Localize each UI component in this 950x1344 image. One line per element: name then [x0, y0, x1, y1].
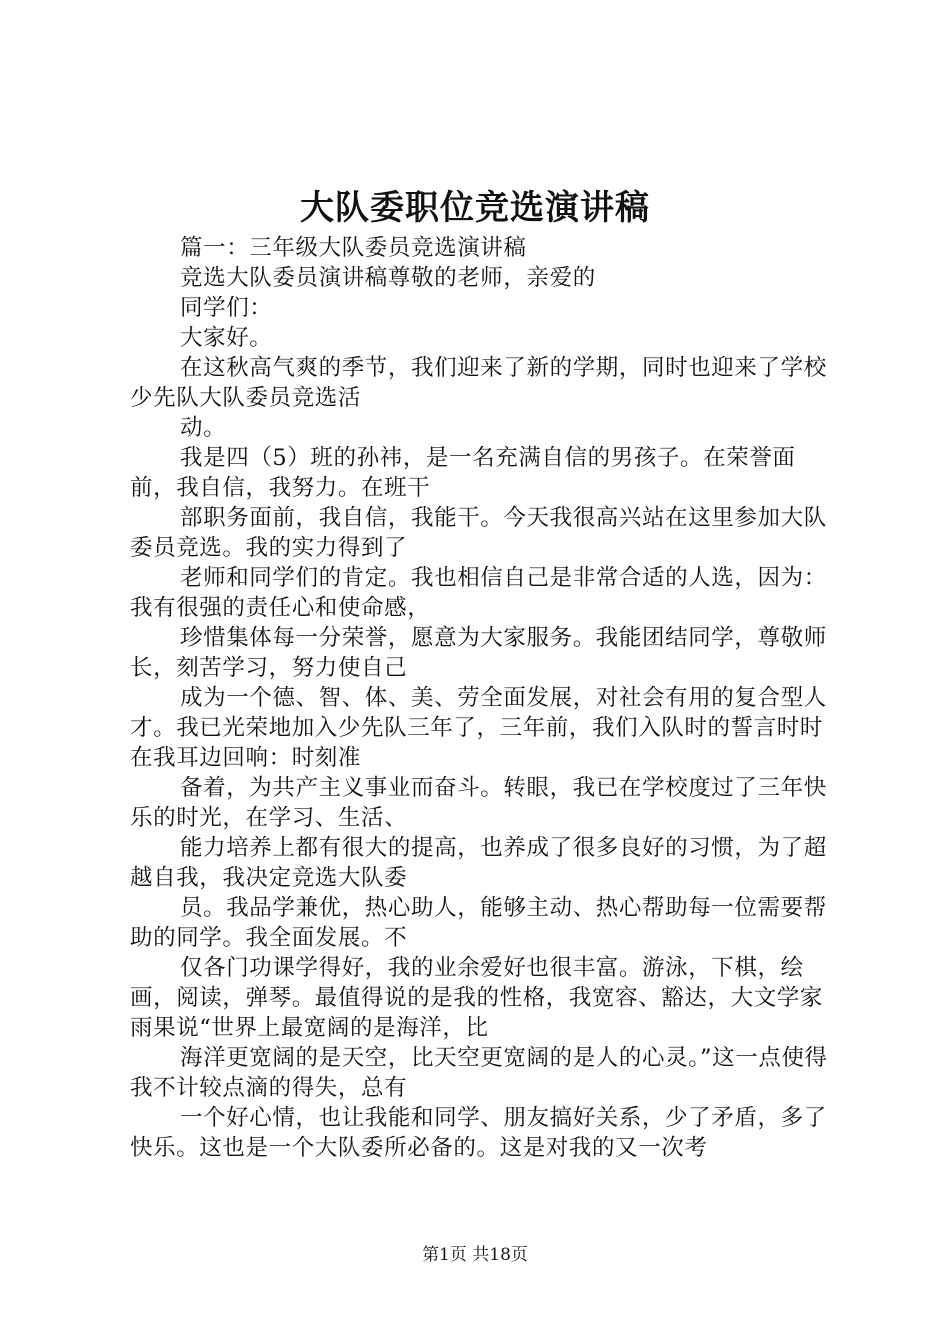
paragraph: 成为一个德、智、体、美、劳全面发展，对社会有用的复合型人才。我已光荣地加入少先队三年了，三年前，我们入队时的誓言时时在我耳边回响：时刻准: [130, 685, 827, 771]
paragraph: 一个好心情，也让我能和同学、朋友搞好关系，少了矛盾，多了快乐。这也是一个大队委所必备的。这是对我的又一次考: [130, 1105, 827, 1161]
paragraph: 能力培养上都有很大的提高，也养成了很多良好的习惯，为了超越自我，我决定竞选大队委: [130, 835, 827, 891]
paragraph: 备着，为共产主义事业而奋斗。转眼，我已在学校度过了三年快乐的时光，在学习、生活、: [130, 775, 827, 831]
paragraph: 同学们：: [180, 295, 273, 321]
paragraph: 部职务面前，我自信，我能干。今天我很高兴站在这里参加大队委员竞选。我的实力得到了: [130, 505, 827, 561]
page-footer: 第1页 共18页: [422, 1245, 528, 1265]
paragraph: 动。: [180, 415, 227, 441]
paragraph: 老师和同学们的肯定。我也相信自己是非常合适的人选，因为：我有很强的责任心和使命感，: [130, 565, 827, 621]
page-title: 大队委职位竞选演讲稿: [300, 188, 650, 228]
document-body: [130, 233, 830, 1163]
paragraph: 海洋更宽阔的是天空，比天空更宽阔的是人的心灵。”这一点使得我不计较点滴的得失，总有: [130, 1045, 828, 1101]
paragraph: 大家好。: [180, 325, 273, 351]
paragraph: 我是四（5）班的孙祎，是一名充满自信的男孩子。在荣誉面前，我自信，我努力。在班干: [130, 445, 796, 501]
paragraph: 竞选大队委员演讲稿尊敬的老师，亲爱的: [180, 265, 596, 291]
paragraph: 在这秋高气爽的季节，我们迎来了新的学期，同时也迎来了学校少先队大队委员竞选活: [130, 355, 827, 411]
paragraph: 员。我品学兼优，热心助人，能够主动、热心帮助每一位需要帮助的同学。我全面发展。不: [130, 895, 827, 951]
paragraph: 珍惜集体每一分荣誉，愿意为大家服务。我能团结同学，尊敬师长，刻苦学习，努力使自己: [130, 625, 827, 681]
paragraph: 篇一：三年级大队委员竞选演讲稿: [180, 235, 527, 261]
paragraph: 仅各门功课学得好，我的业余爱好也很丰富。游泳，下棋，绘画，阅读，弹琴。最值得说的是我的性格，我宽容、豁达，大文学家雨果说“世界上最宽阔的是海洋，比: [130, 955, 824, 1041]
